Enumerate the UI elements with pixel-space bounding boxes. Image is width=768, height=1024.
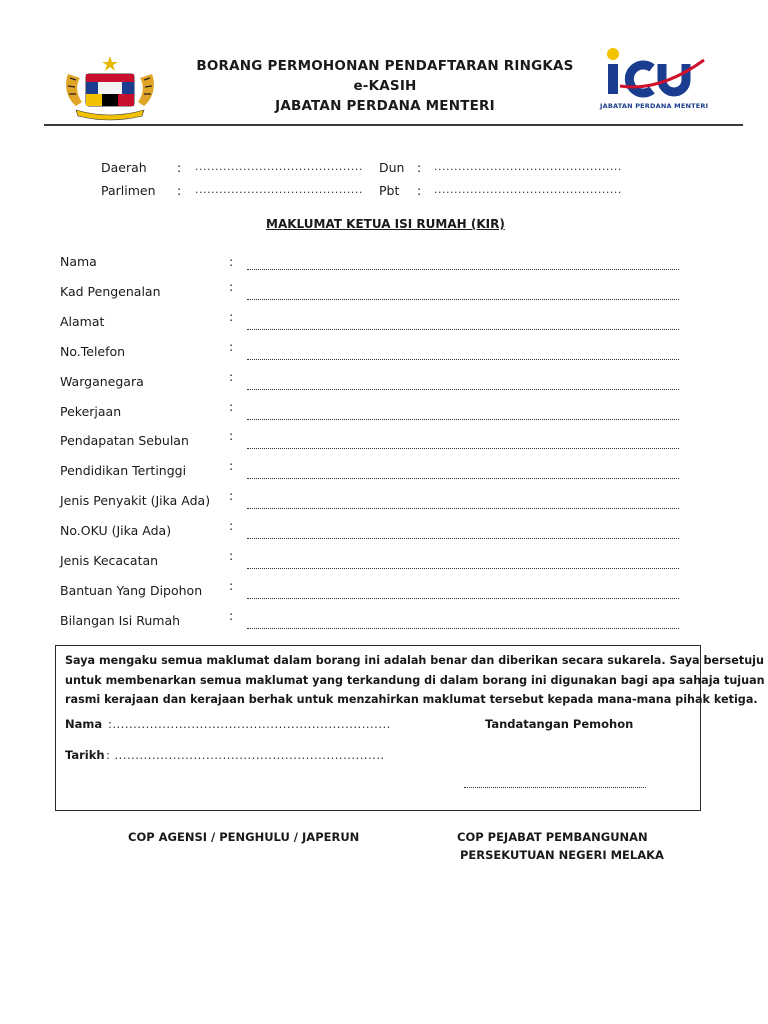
daerah-field[interactable]: ..........................................	[195, 160, 363, 173]
field-label-nama: Nama	[60, 254, 97, 269]
field-colon: :	[229, 339, 234, 354]
pbt-label: Pbt	[379, 183, 400, 198]
field-label-pendidikan-tertinggi: Pendidikan Tertinggi	[60, 463, 187, 478]
field-colon: :	[229, 309, 234, 324]
field-input-jenis-kecacatan[interactable]	[247, 567, 679, 569]
stamp-agency-label: COP AGENSI / PENGHULU / JAPERUN	[128, 830, 360, 844]
field-colon: :	[229, 578, 234, 593]
field-label-pendapatan-sebulan: Pendapatan Sebulan	[60, 433, 189, 448]
declaration-line-1: Saya mengaku semua maklumat dalam borang ini adalah benar dan diberikan secara sukarela. Saya bersetuju	[65, 654, 764, 667]
field-label-alamat: Alamat	[60, 314, 105, 329]
field-colon: :	[229, 548, 234, 563]
parlimen-label: Parlimen	[101, 183, 156, 198]
dun-colon: :	[417, 160, 422, 175]
declaration-line-2: untuk membenarkan semua maklumat yang terkandung di dalam borang ini digunakan bagi apa sahaja tujuan	[65, 673, 765, 687]
declaration-nama-label: Nama	[65, 717, 103, 731]
field-input-bilangan-isi-rumah[interactable]	[247, 627, 679, 629]
section-title: MAKLUMAT KETUA ISI RUMAH (KIR)	[266, 217, 505, 231]
field-input-kad-pengenalan[interactable]	[247, 298, 679, 300]
coat-of-arms-logo	[62, 54, 158, 120]
declaration-nama-field[interactable]: :...................................................................	[108, 717, 391, 731]
field-input-pendapatan-sebulan[interactable]	[247, 447, 679, 449]
field-colon: :	[229, 458, 234, 473]
field-input-no-telefon[interactable]	[247, 358, 679, 360]
field-label-bantuan-yang-dipohon: Bantuan Yang Dipohon	[60, 583, 203, 598]
form-subtitle: e-KASIH	[353, 78, 417, 94]
signature-line[interactable]	[464, 786, 646, 788]
field-label-bilangan-isi-rumah: Bilangan Isi Rumah	[60, 613, 181, 628]
daerah-colon: :	[177, 160, 182, 175]
field-colon: :	[229, 369, 234, 384]
field-colon: :	[229, 608, 234, 623]
dun-field[interactable]: ...............................................	[434, 160, 622, 173]
parlimen-field[interactable]: ..........................................	[195, 183, 363, 196]
field-colon: :	[229, 518, 234, 533]
icu-logo-caption: JABATAN PERDANA MENTERI	[600, 102, 709, 110]
parlimen-colon: :	[177, 183, 182, 198]
pbt-field[interactable]: ...............................................	[434, 183, 622, 196]
header-divider	[44, 124, 743, 126]
field-colon: :	[229, 254, 234, 269]
field-label-no-telefon: No.Telefon	[60, 344, 126, 359]
field-input-nama[interactable]	[247, 268, 679, 270]
stamp-office-label-1: COP PEJABAT PEMBANGUNAN	[457, 830, 648, 844]
field-input-bantuan-yang-dipohon[interactable]	[247, 597, 679, 599]
field-colon: :	[229, 279, 234, 294]
declaration-line-3: rasmi kerajaan dan kerajaan berhak untuk menzahirkan maklumat tersebut kepada mana-mana pihak ketiga.	[65, 693, 758, 706]
field-input-warganegara[interactable]	[247, 388, 679, 390]
signature-label: Tandatangan Pemohon	[485, 717, 634, 731]
field-label-jenis-penyakit: Jenis Penyakit (Jika Ada)	[60, 493, 211, 508]
field-label-jenis-kecacatan: Jenis Kecacatan	[60, 553, 159, 568]
field-label-no-oku: No.OKU (Jika Ada)	[60, 523, 172, 538]
field-label-pekerjaan: Pekerjaan	[60, 404, 122, 419]
stamp-office-label-2: PERSEKUTUAN NEGERI MELAKA	[460, 848, 664, 862]
dun-label: Dun	[379, 160, 405, 175]
field-colon: :	[229, 488, 234, 503]
field-input-pekerjaan[interactable]	[247, 418, 679, 420]
field-input-jenis-penyakit[interactable]	[247, 507, 679, 509]
icu-logo	[600, 46, 710, 112]
field-label-kad-pengenalan: Kad Pengenalan	[60, 284, 161, 299]
form-title: BORANG PERMOHONAN PENDAFTARAN RINGKAS	[196, 58, 574, 74]
department-title: JABATAN PERDANA MENTERI	[275, 98, 495, 114]
field-colon: :	[229, 399, 234, 414]
field-input-pendidikan-tertinggi[interactable]	[247, 477, 679, 479]
declaration-tarikh-field[interactable]: : .................................................................	[106, 748, 385, 762]
field-input-no-oku[interactable]	[247, 537, 679, 539]
field-label-warganegara: Warganegara	[60, 374, 144, 389]
declaration-text	[65, 651, 765, 710]
daerah-label: Daerah	[101, 160, 147, 175]
declaration-tarikh-label: Tarikh	[65, 748, 105, 762]
pbt-colon: :	[417, 183, 422, 198]
field-input-alamat[interactable]	[247, 328, 679, 330]
field-colon: :	[229, 428, 234, 443]
